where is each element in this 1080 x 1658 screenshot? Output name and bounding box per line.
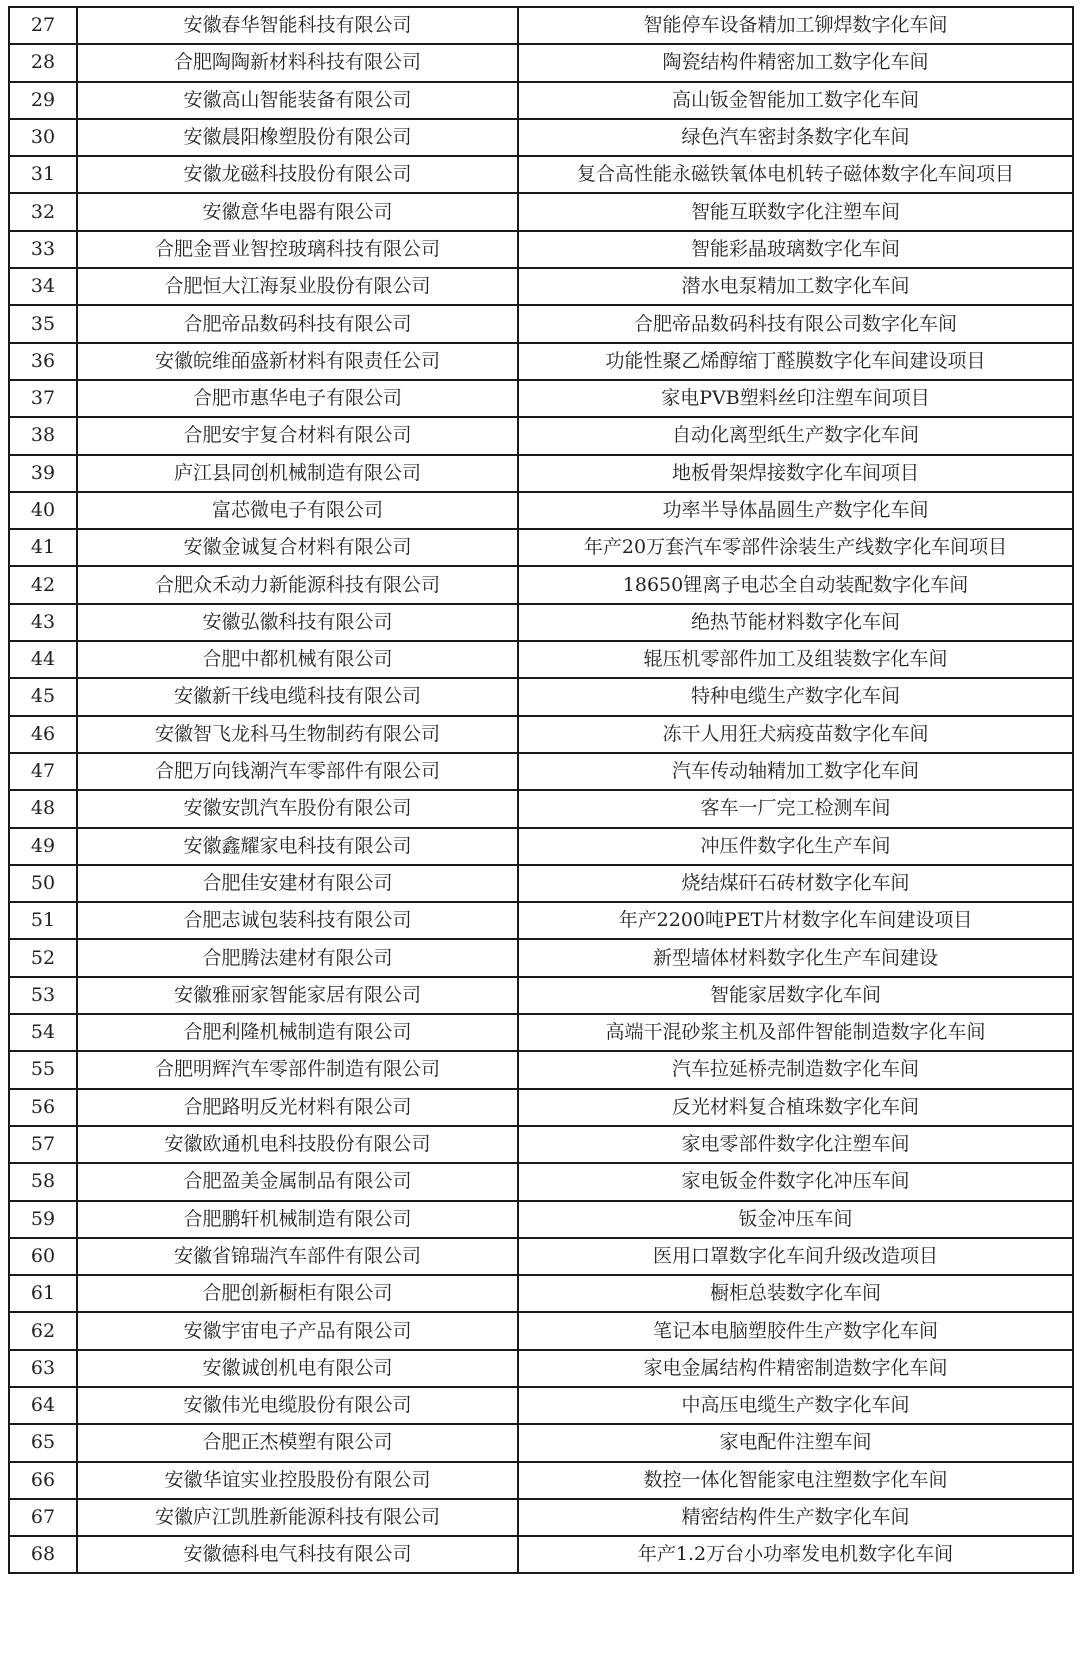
table-row <box>9 566 1073 603</box>
table-row <box>9 268 1073 305</box>
company-name-cell: 安徽金诚复合材料有限公司 <box>77 529 518 566</box>
row-number-cell: 49 <box>9 828 77 865</box>
project-name-cell: 客车一厂完工检测车间 <box>518 790 1073 827</box>
row-number-cell: 61 <box>9 1275 77 1312</box>
table-row <box>9 678 1073 715</box>
table-body <box>9 7 1073 1573</box>
project-name-cell: 汽车拉延桥壳制造数字化车间 <box>518 1051 1073 1088</box>
project-name-cell: 高端干混砂浆主机及部件智能制造数字化车间 <box>518 1014 1073 1051</box>
row-number-cell: 44 <box>9 641 77 678</box>
row-number-cell: 58 <box>9 1163 77 1200</box>
company-name-cell: 合肥盈美金属制品有限公司 <box>77 1163 518 1200</box>
company-name-cell: 富芯微电子有限公司 <box>77 492 518 529</box>
row-number-cell: 66 <box>9 1462 77 1499</box>
project-name-cell: 精密结构件生产数字化车间 <box>518 1499 1073 1536</box>
row-number-cell: 63 <box>9 1350 77 1387</box>
table-row <box>9 1536 1073 1573</box>
row-number-cell: 56 <box>9 1089 77 1126</box>
company-name-cell: 合肥路明反光材料有限公司 <box>77 1089 518 1126</box>
table-row <box>9 641 1073 678</box>
project-name-cell: 智能互联数字化注塑车间 <box>518 193 1073 230</box>
table-row <box>9 1312 1073 1349</box>
company-name-cell: 庐江县同创机械制造有限公司 <box>77 455 518 492</box>
row-number-cell: 57 <box>9 1126 77 1163</box>
row-number-cell: 67 <box>9 1499 77 1536</box>
row-number-cell: 32 <box>9 193 77 230</box>
table-row <box>9 1126 1073 1163</box>
row-number-cell: 51 <box>9 902 77 939</box>
table-row <box>9 1387 1073 1424</box>
row-number-cell: 41 <box>9 529 77 566</box>
project-name-cell: 冲压件数字化生产车间 <box>518 828 1073 865</box>
project-name-cell: 智能彩晶玻璃数字化车间 <box>518 231 1073 268</box>
row-number-cell: 65 <box>9 1424 77 1461</box>
project-name-cell: 陶瓷结构件精密加工数字化车间 <box>518 44 1073 81</box>
company-name-cell: 合肥利隆机械制造有限公司 <box>77 1014 518 1051</box>
project-name-cell: 绝热节能材料数字化车间 <box>518 604 1073 641</box>
table-row <box>9 1424 1073 1461</box>
company-name-cell: 安徽春华智能科技有限公司 <box>77 7 518 44</box>
project-name-cell: 冻干人用狂犬病疫苗数字化车间 <box>518 716 1073 753</box>
company-name-cell: 安徽诚创机电有限公司 <box>77 1350 518 1387</box>
row-number-cell: 54 <box>9 1014 77 1051</box>
row-number-cell: 59 <box>9 1201 77 1238</box>
row-number-cell: 38 <box>9 417 77 454</box>
row-number-cell: 30 <box>9 119 77 156</box>
project-name-cell: 辊压机零部件加工及组装数字化车间 <box>518 641 1073 678</box>
company-name-cell: 合肥明辉汽车零部件制造有限公司 <box>77 1051 518 1088</box>
company-name-cell: 合肥众禾动力新能源科技有限公司 <box>77 566 518 603</box>
company-name-cell: 合肥陶陶新材料科技有限公司 <box>77 44 518 81</box>
table-row <box>9 156 1073 193</box>
project-name-cell: 自动化离型纸生产数字化车间 <box>518 417 1073 454</box>
company-name-cell: 合肥市惠华电子有限公司 <box>77 380 518 417</box>
table-row <box>9 492 1073 529</box>
project-name-cell: 18650锂离子电芯全自动装配数字化车间 <box>518 566 1073 603</box>
company-name-cell: 安徽鑫耀家电科技有限公司 <box>77 828 518 865</box>
company-name-cell: 安徽宇宙电子产品有限公司 <box>77 1312 518 1349</box>
table-row <box>9 977 1073 1014</box>
project-name-cell: 家电PVB塑料丝印注塑车间项目 <box>518 380 1073 417</box>
table-row <box>9 119 1073 156</box>
company-name-cell: 安徽意华电器有限公司 <box>77 193 518 230</box>
table-row <box>9 529 1073 566</box>
table-row <box>9 193 1073 230</box>
project-name-cell: 特种电缆生产数字化车间 <box>518 678 1073 715</box>
table-row <box>9 82 1073 119</box>
project-name-cell: 家电配件注塑车间 <box>518 1424 1073 1461</box>
project-name-cell: 智能家居数字化车间 <box>518 977 1073 1014</box>
company-name-cell: 合肥安宇复合材料有限公司 <box>77 417 518 454</box>
row-number-cell: 35 <box>9 305 77 342</box>
project-name-cell: 年产1.2万台小功率发电机数字化车间 <box>518 1536 1073 1573</box>
project-name-cell: 医用口罩数字化车间升级改造项目 <box>518 1238 1073 1275</box>
project-name-cell: 反光材料复合植珠数字化车间 <box>518 1089 1073 1126</box>
table-row <box>9 790 1073 827</box>
project-name-cell: 家电金属结构件精密制造数字化车间 <box>518 1350 1073 1387</box>
project-name-cell: 橱柜总装数字化车间 <box>518 1275 1073 1312</box>
company-name-cell: 合肥腾法建材有限公司 <box>77 939 518 976</box>
company-name-cell: 安徽弘徽科技有限公司 <box>77 604 518 641</box>
project-name-cell: 中高压电缆生产数字化车间 <box>518 1387 1073 1424</box>
company-name-cell: 安徽安凯汽车股份有限公司 <box>77 790 518 827</box>
table-row <box>9 343 1073 380</box>
table-row <box>9 1462 1073 1499</box>
table-row <box>9 1014 1073 1051</box>
project-name-cell: 复合高性能永磁铁氧体电机转子磁体数字化车间项目 <box>518 156 1073 193</box>
table-row <box>9 716 1073 753</box>
project-name-cell: 绿色汽车密封条数字化车间 <box>518 119 1073 156</box>
company-name-cell: 安徽伟光电缆股份有限公司 <box>77 1387 518 1424</box>
table-row <box>9 902 1073 939</box>
row-number-cell: 40 <box>9 492 77 529</box>
row-number-cell: 28 <box>9 44 77 81</box>
project-name-cell: 新型墙体材料数字化生产车间建设 <box>518 939 1073 976</box>
row-number-cell: 37 <box>9 380 77 417</box>
project-name-cell: 年产2200吨PET片材数字化车间建设项目 <box>518 902 1073 939</box>
table-row <box>9 305 1073 342</box>
project-name-cell: 地板骨架焊接数字化车间项目 <box>518 455 1073 492</box>
company-name-cell: 安徽高山智能装备有限公司 <box>77 82 518 119</box>
row-number-cell: 68 <box>9 1536 77 1573</box>
company-name-cell: 合肥佳安建材有限公司 <box>77 865 518 902</box>
table-row <box>9 865 1073 902</box>
table-row <box>9 1275 1073 1312</box>
project-name-cell: 潜水电泵精加工数字化车间 <box>518 268 1073 305</box>
project-name-cell: 笔记本电脑塑胶件生产数字化车间 <box>518 1312 1073 1349</box>
project-name-cell: 家电零部件数字化注塑车间 <box>518 1126 1073 1163</box>
company-name-cell: 安徽新干线电缆科技有限公司 <box>77 678 518 715</box>
table-row <box>9 1051 1073 1088</box>
company-name-cell: 合肥正杰模塑有限公司 <box>77 1424 518 1461</box>
company-name-cell: 合肥帝品数码科技有限公司 <box>77 305 518 342</box>
table-row <box>9 1238 1073 1275</box>
table-row <box>9 1163 1073 1200</box>
company-name-cell: 安徽皖维皕盛新材料有限责任公司 <box>77 343 518 380</box>
project-name-cell: 汽车传动轴精加工数字化车间 <box>518 753 1073 790</box>
row-number-cell: 27 <box>9 7 77 44</box>
company-name-cell: 安徽雅丽家智能家居有限公司 <box>77 977 518 1014</box>
table-row <box>9 828 1073 865</box>
table-row <box>9 1350 1073 1387</box>
table-row <box>9 1089 1073 1126</box>
table-row <box>9 753 1073 790</box>
project-name-cell: 烧结煤矸石砖材数字化车间 <box>518 865 1073 902</box>
table-row <box>9 455 1073 492</box>
project-name-cell: 高山钣金智能加工数字化车间 <box>518 82 1073 119</box>
table-row <box>9 604 1073 641</box>
row-number-cell: 31 <box>9 156 77 193</box>
table-row <box>9 417 1073 454</box>
project-name-cell: 数控一体化智能家电注塑数字化车间 <box>518 1462 1073 1499</box>
table-row <box>9 1499 1073 1536</box>
company-name-cell: 安徽省锦瑞汽车部件有限公司 <box>77 1238 518 1275</box>
enterprise-project-table <box>8 6 1074 1574</box>
company-name-cell: 合肥金晋业智控玻璃科技有限公司 <box>77 231 518 268</box>
row-number-cell: 42 <box>9 566 77 603</box>
project-name-cell: 年产20万套汽车零部件涂装生产线数字化车间项目 <box>518 529 1073 566</box>
project-name-cell: 功能性聚乙烯醇缩丁醛膜数字化车间建设项目 <box>518 343 1073 380</box>
row-number-cell: 48 <box>9 790 77 827</box>
company-name-cell: 合肥志诚包装科技有限公司 <box>77 902 518 939</box>
company-name-cell: 安徽德科电气科技有限公司 <box>77 1536 518 1573</box>
company-name-cell: 合肥万向钱潮汽车零部件有限公司 <box>77 753 518 790</box>
company-name-cell: 合肥创新橱柜有限公司 <box>77 1275 518 1312</box>
row-number-cell: 50 <box>9 865 77 902</box>
row-number-cell: 33 <box>9 231 77 268</box>
company-name-cell: 安徽华谊实业控股股份有限公司 <box>77 1462 518 1499</box>
company-name-cell: 安徽欧通机电科技股份有限公司 <box>77 1126 518 1163</box>
row-number-cell: 34 <box>9 268 77 305</box>
company-name-cell: 合肥恒大江海泵业股份有限公司 <box>77 268 518 305</box>
row-number-cell: 46 <box>9 716 77 753</box>
table-row <box>9 44 1073 81</box>
table-row <box>9 231 1073 268</box>
project-name-cell: 智能停车设备精加工铆焊数字化车间 <box>518 7 1073 44</box>
table-row <box>9 1201 1073 1238</box>
project-name-cell: 合肥帝品数码科技有限公司数字化车间 <box>518 305 1073 342</box>
company-name-cell: 合肥中都机械有限公司 <box>77 641 518 678</box>
company-name-cell: 合肥鹏轩机械制造有限公司 <box>77 1201 518 1238</box>
table-row <box>9 7 1073 44</box>
row-number-cell: 52 <box>9 939 77 976</box>
row-number-cell: 55 <box>9 1051 77 1088</box>
project-name-cell: 功率半导体晶圆生产数字化车间 <box>518 492 1073 529</box>
company-name-cell: 安徽龙磁科技股份有限公司 <box>77 156 518 193</box>
row-number-cell: 47 <box>9 753 77 790</box>
project-name-cell: 钣金冲压车间 <box>518 1201 1073 1238</box>
row-number-cell: 45 <box>9 678 77 715</box>
row-number-cell: 62 <box>9 1312 77 1349</box>
table-row <box>9 939 1073 976</box>
row-number-cell: 53 <box>9 977 77 1014</box>
row-number-cell: 39 <box>9 455 77 492</box>
table-row <box>9 380 1073 417</box>
company-name-cell: 安徽晨阳橡塑股份有限公司 <box>77 119 518 156</box>
row-number-cell: 64 <box>9 1387 77 1424</box>
project-name-cell: 家电钣金件数字化冲压车间 <box>518 1163 1073 1200</box>
company-name-cell: 安徽庐江凯胜新能源科技有限公司 <box>77 1499 518 1536</box>
row-number-cell: 43 <box>9 604 77 641</box>
row-number-cell: 60 <box>9 1238 77 1275</box>
row-number-cell: 29 <box>9 82 77 119</box>
company-name-cell: 安徽智飞龙科马生物制药有限公司 <box>77 716 518 753</box>
row-number-cell: 36 <box>9 343 77 380</box>
